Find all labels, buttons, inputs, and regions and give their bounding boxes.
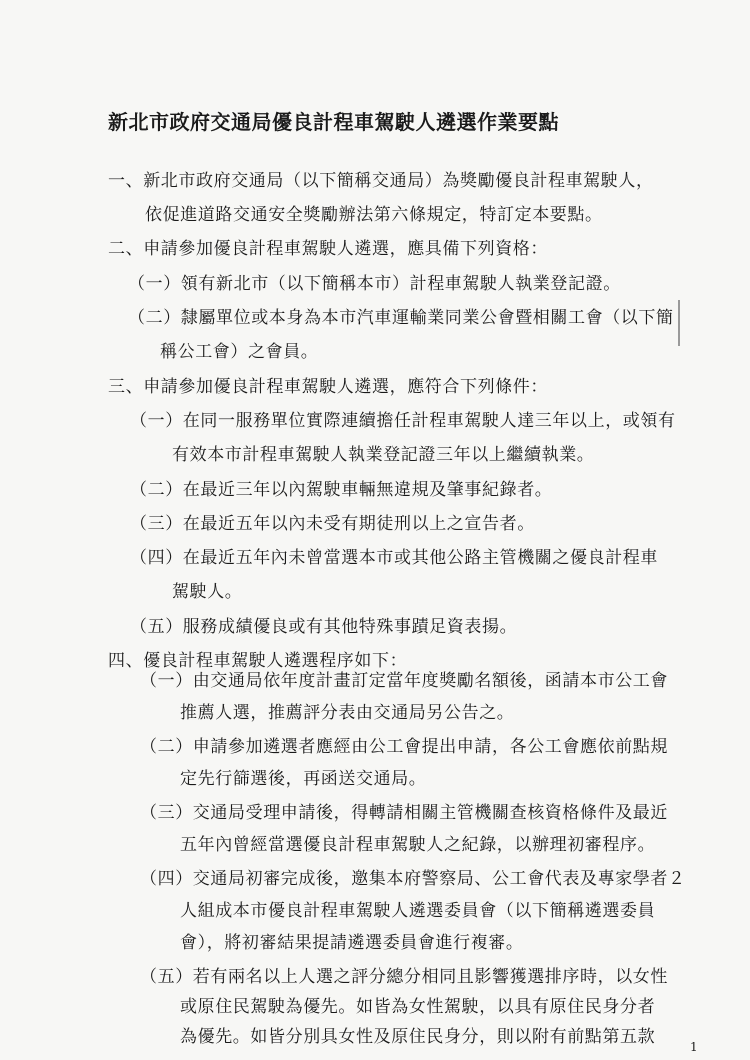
paragraph-line: 稱公工會）之會員。 (160, 342, 319, 362)
paragraph-line: （三）在最近五年以內未受有期徒刑以上之宣告者。 (130, 514, 535, 534)
page-number: 1 (690, 1040, 698, 1054)
paragraph-line: 依促進道路交通安全獎勵辦法第六條規定，特訂定本要點。 (145, 205, 603, 225)
paragraph-line: （一）領有新北市（以下簡稱本市）計程車駕駛人執業登記證。 (128, 274, 621, 294)
paragraph-line: （二）申請參加遴選者應經由公工會提出申請，各公工會應依前點規 (140, 737, 668, 757)
paragraph-line: （三）交通局受理申請後，得轉請相關主管機關查核資格條件及最近 (140, 803, 668, 823)
document-title: 新北市政府交通局優良計程車駕駛人遴選作業要點 (108, 110, 559, 134)
paragraph-line: 或原住民駕駛為優先。如皆為女性駕駛，以具有原住民身分者 (180, 997, 656, 1017)
paragraph-line: 為優先。如皆分別具女性及原住民身分，則以附有前點第五款 (180, 1027, 656, 1047)
paragraph-line: 人組成本市優良計程車駕駛人遴選委員會（以下簡稱遴選委員 (180, 901, 656, 921)
paragraph-line: （二）在最近三年以內駕駛車輛無違規及肇事紀錄者。 (130, 480, 553, 500)
paragraph-line: 一、新北市政府交通局（以下簡稱交通局）為獎勵優良計程車駕駛人， (108, 171, 654, 191)
paragraph-line: 五年內曾經當選優良計程車駕駛人之紀錄，以辦理初審程序。 (180, 835, 656, 855)
paragraph-line: 定先行篩選後，再函送交通局。 (180, 769, 427, 789)
paragraph-line: 推薦人選，推薦評分表由交通局另公告之。 (180, 703, 515, 723)
paragraph-line: 三、申請參加優良計程車駕駛人遴選，應符合下列條件： (108, 377, 548, 397)
paragraph-line: （一）在同一服務單位實際連續擔任計程車駕駛人達三年以上，或領有 (130, 411, 676, 431)
paragraph-line: （四）交通局初審完成後，邀集本府警察局、公工會代表及專家學者２ (140, 869, 686, 889)
paragraph-line: （五）服務成績優良或有其他特殊事蹟足資表揚。 (130, 617, 518, 637)
paragraph-line: （一）由交通局依年度計畫訂定當年度獎勵名額後，函請本市公工會 (140, 671, 668, 691)
paragraph-line: 駕駛人。 (172, 582, 243, 602)
paragraph-line: 四、優良計程車駕駛人遴選程序如下： (108, 651, 408, 671)
paragraph-line: 會），將初審結果提請遴選委員會進行複審。 (180, 933, 524, 953)
paragraph-line: （二）隸屬單位或本身為本市汽車運輸業同業公會暨相關工會（以下簡 (128, 308, 674, 328)
paragraph-line: 有效本市計程車駕駛人執業登記證三年以上繼續執業。 (172, 445, 595, 465)
paragraph-line: （五）若有兩名以上人選之評分總分相同且影響獲選排序時，以女性 (140, 967, 668, 987)
scan-mark (678, 300, 680, 346)
paragraph-line: （四）在最近五年內未曾當選本市或其他公路主管機關之優良計程車 (130, 548, 658, 568)
paragraph-line: 二、申請參加優良計程車駕駛人遴選，應具備下列資格： (108, 239, 548, 259)
